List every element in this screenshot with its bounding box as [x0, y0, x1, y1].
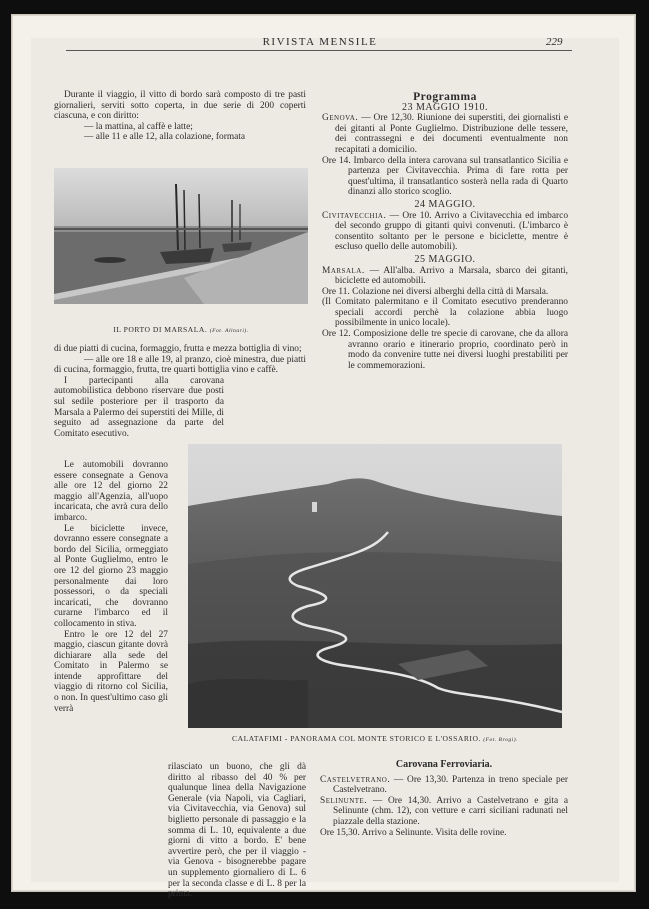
- program-entry: Ore 12. Composizione delle tre specie di carovane, che da allora avranno orario e itinerario proprio, coordinato però in modo da convenire tutte nei diversi luoghi prestabiliti per le commemorazioni.: [322, 329, 568, 371]
- place-name: Selinunte.: [320, 795, 368, 806]
- caption-text: IL PORTO DI MARSALA.: [113, 325, 208, 334]
- place-name: Marsala.: [322, 265, 365, 276]
- place-name: Genova.: [322, 113, 359, 124]
- program-entry: — Ore 12,30. Riunione dei superstiti, dei giornalisti e dei gitanti al Ponte Guglielmo. Distribuzione delle tessere, dei contrassegni e dei documenti eventualmente non recapitati a domicilio.: [335, 113, 569, 155]
- place-name: Castelvetrano.: [320, 774, 391, 785]
- left-text-narrow: [54, 460, 168, 714]
- paragraph: — alle 11 e alle 12, alla colazione, formata: [84, 132, 246, 143]
- left-text-bottom: [54, 762, 306, 900]
- photo-credit: (Fot. Brogi).: [483, 737, 518, 743]
- program-entry: — All'alba. Arrivo a Marsala, sbarco dei gitanti, biciclette ed automobili.: [335, 265, 568, 287]
- caption-text: CALATAFIMI - PANORAMA COL MONTE STORICO E L'OSSARIO.: [232, 734, 481, 743]
- landscape-illustration: [188, 444, 562, 728]
- running-header: RIVISTA MENSILE: [262, 36, 378, 48]
- paragraph: Entro le ore 12 del 27 maggio, ciascun gitante dovrà dichiarare alla sede del Comitato in Palermo se intende approfittare del viaggio di ritorno col Sicilia, o non. In quest'ultimo caso gli verrà: [54, 629, 168, 714]
- program-title: Programma: [413, 91, 477, 103]
- paragraph: — la mattina, al caffè e latte;: [84, 121, 193, 132]
- photo2-caption: [188, 734, 562, 743]
- place-name: Civitavecchia.: [322, 210, 387, 221]
- program-entry: (Il Comitato palermitano e il Comitato esecutivo prenderanno speciali accordi perchè la colazione abbia luogo possibilmente in unico locale).: [322, 297, 568, 329]
- photo-porto-marsala: [54, 168, 308, 304]
- photo-credit: (Fot. Alinari).: [209, 328, 249, 334]
- paragraph: rilasciato un buono, che gli dà diritto al ribasso del 40 % per qualunque linea della Navigazione Generale (via Napoli, via Cagliari, via Civitavecchia, via Genova) sul biglietto personale di passaggio e la somma di L. 10, equivalente a due giorni di vitto a bordo. E' bene avvertire però, che per il viaggio - via Genova - bisognerebbe pagare un supplemento giornaliero di L. 6 per la seconda classe e di L. 8 per la prima.: [168, 762, 306, 900]
- photo-calatafimi-panorama: [188, 444, 562, 728]
- left-text-top: [54, 90, 306, 143]
- date-heading: 25 MAGGIO.: [414, 253, 476, 265]
- program-entry: — Ore 14,30. Arrivo a Castelvetrano e gita a Selinunte (chm. 12), con vetture e carri siciliani radunati nel piazzale della stazione.: [333, 795, 568, 827]
- paragraph: Le biciclette invece, dovranno essere consegnate a bordo del Sicilia, ormeggiato al Ponte Guglielmo, entro le ore 12 del giorno 23 maggio personalmente dai loro possessori, o da speciali incaricati, che dovranno curarne l'imbarco ed il collocamento in stiva.: [54, 523, 168, 629]
- program-section: [322, 92, 568, 371]
- program-entry: — Ore 10. Arrivo a Civitavecchia ed imbarco del secondo gruppo di gitanti quivi convenuti. (L'imbarco è consentito soltanto per le persone e biciclette, mentre è escluso quello delle automobili).: [335, 210, 569, 253]
- header-rule: [66, 50, 572, 51]
- paragraph: I partecipanti alla carovana automobilistica debbono riservare due posti sul sedile posteriore per il trasporto da Marsala a Palermo dei superstiti dei Mille, di seguito ad assegnazione da parte del Comitato esecutivo.: [54, 375, 224, 439]
- date-heading: 23 MAGGIO 1910.: [401, 101, 489, 113]
- paragraph: — alle ore 18 e alle 19, al pranzo, cioè minestra, due piatti di cucina, formaggio, frutta, tre quarti bottiglia vino e caffè.: [54, 354, 306, 376]
- paragraph: di due piatti di cucina, formaggio, frutta e mezza bottiglia di vino;: [54, 344, 302, 354]
- page-number: 229: [546, 36, 563, 48]
- program-entry: Ore 14. Imbarco della intera carovana sul transatlantico Sicilia e partenza per Civitavecchia. Prima di fare rotta per quest'ultima, il transatlantico sosterà nella rada di Quarto dinanzi allo storico scoglio.: [322, 155, 568, 198]
- photo1-caption: [54, 325, 308, 334]
- paragraph: Le automobili dovranno essere consegnate a Genova alle ore 12 del giorno 22 maggio all'Agenzia, all'uopo incaricata, che avrà cura dello imbarco.: [54, 460, 168, 523]
- harbor-illustration: [54, 168, 308, 304]
- program-entry: Ore 11. Colazione nei diversi alberghi della città di Marsala.: [322, 286, 549, 297]
- railway-title: Carovana Ferroviaria.: [395, 759, 493, 770]
- program-entry: — Ore 13,30. Partenza in treno speciale per Castelvetrano.: [333, 774, 568, 796]
- railway-section: [320, 760, 568, 838]
- date-heading: 24 MAGGIO.: [414, 198, 476, 210]
- program-entry: Ore 15,30. Arrivo a Selinunte. Visita delle rovine.: [320, 827, 507, 838]
- left-text-middle: [54, 344, 306, 439]
- paragraph: Durante il viaggio, il vitto di bordo sarà composto di tre pasti giornalieri, serviti sotto coperta, in due serie di 200 coperti ciascuna, e con diritto:: [54, 90, 306, 122]
